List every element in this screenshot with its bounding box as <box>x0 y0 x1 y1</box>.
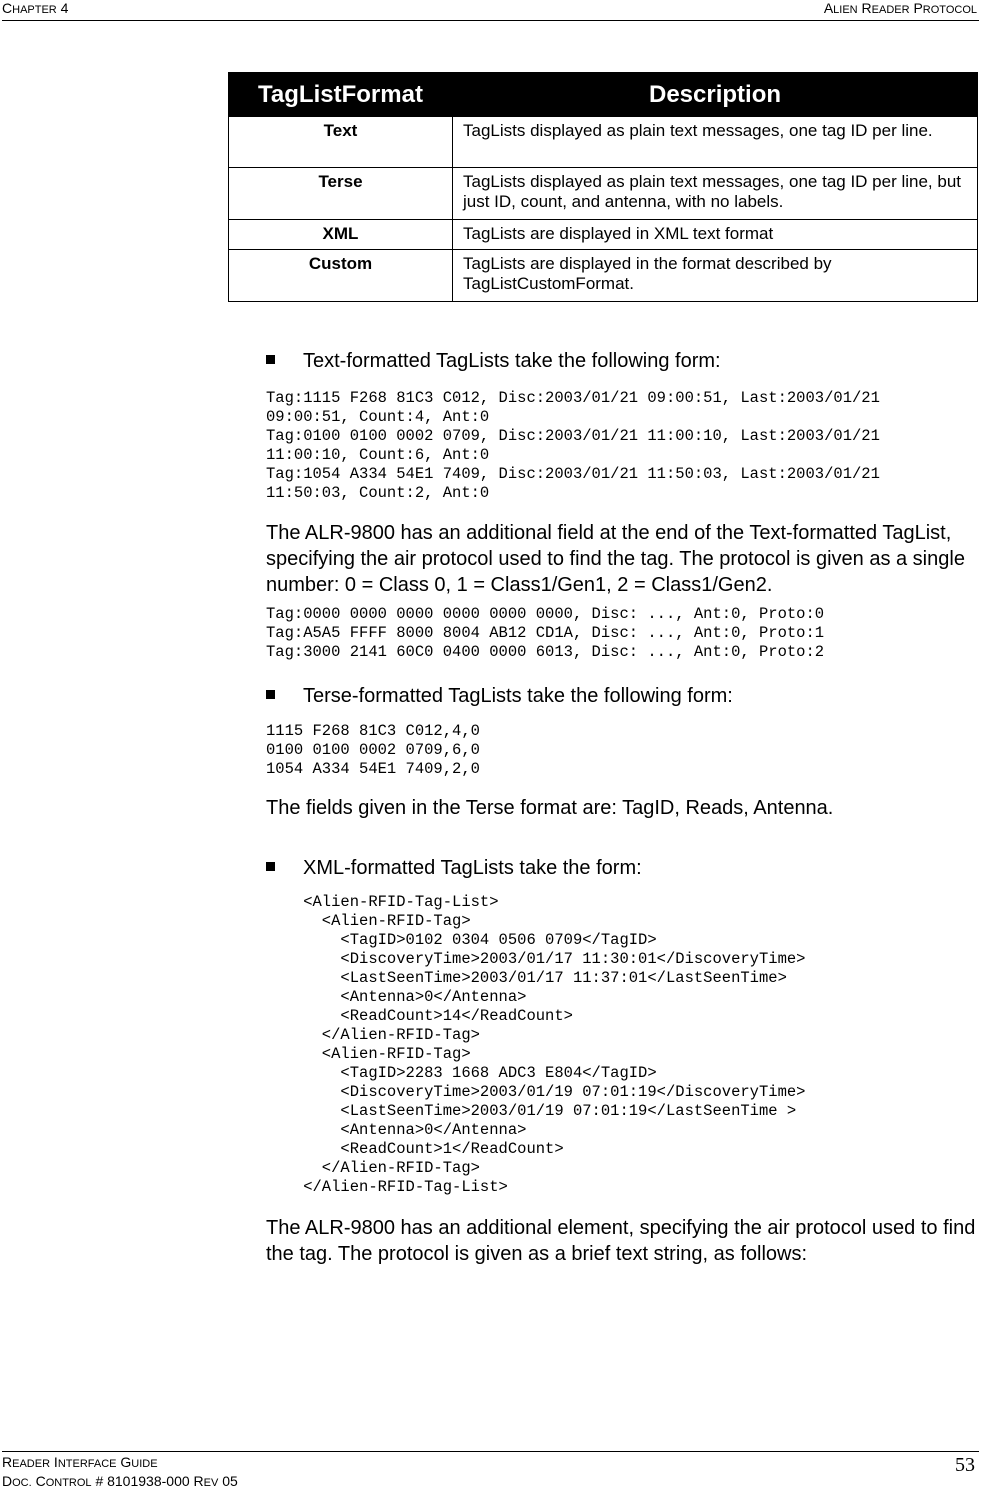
format-cell: Custom <box>229 250 453 302</box>
header-divider <box>2 20 979 21</box>
terse-format-bullet: Terse-formatted TagLists take the following form: <box>266 685 733 708</box>
table-header-row <box>229 73 978 117</box>
xml-format-bullet: XML-formatted TagLists take the form: <box>266 857 642 880</box>
text-format-bullet: Text-formatted TagLists take the following form: <box>266 350 721 373</box>
footer-guide-title: READER INTERFACE GUIDE <box>2 1454 158 1470</box>
format-cell: Text <box>229 117 453 168</box>
xml-protocol-paragraph: The ALR-9800 has an additional element, specifying the air protocol used to find the tag. The protocol is given as a brief text string, as follows: <box>266 1217 976 1265</box>
description-cell: TagLists are displayed in the format described by TagListCustomFormat. <box>453 250 978 302</box>
terse-fields-paragraph: The fields given in the Terse format are: TagID, Reads, Antenna. <box>266 797 834 819</box>
xml-format-example: <Alien-RFID-Tag-List> <Alien-RFID-Tag> <TagID>0102 0304 0506 0709</TagID> <DiscoveryTime>2003/01/17 11:30:01</DiscoveryTime> <LastSeenTime>2003/01/17 11:37:01</LastSeenTime> <Antenna>0</Antenna> <ReadCount>14</ReadCount> </Alien-RFID-Tag> <Alien-RFID-Tag> <TagID>2283 1668 ADC3 E804</TagID> <DiscoveryTime>2003/01/19 07:01:19</DiscoveryTime> <LastSeenTime>2003/01/19 07:01:19</LastSeenTime > <Antenna>0</Antenna> <ReadCount>1</ReadCount> </Alien-RFID-Tag> </Alien-RFID-Tag-List> <box>303 893 806 1196</box>
format-cell: Terse <box>229 168 453 220</box>
taglistformat-table <box>228 72 978 302</box>
bullet-square-icon <box>266 355 275 364</box>
running-header-chapter: CHAPTER 4 <box>2 0 69 16</box>
footer-doc-control: DOC. CONTROL # 8101938-000 REV 05 <box>2 1473 238 1489</box>
protocol-example: Tag:0000 0000 0000 0000 0000 0000, Disc: ..., Ant:0, Proto:0 Tag:A5A5 FFFF 8000 8004 AB12 CD1A, Disc: ..., Ant:0, Proto:1 Tag:3000 2141 60C0 0400 0000 6013, Disc: ..., Ant:0, Proto:2 <box>266 605 825 661</box>
table-row <box>229 168 978 220</box>
running-header-title: ALIEN READER PROTOCOL <box>823 0 977 16</box>
terse-format-example: 1115 F268 81C3 C012,4,0 0100 0100 0002 0709,6,0 1054 A334 54E1 7409,2,0 <box>266 722 480 778</box>
description-cell: TagLists displayed as plain text messages, one tag ID per line, but just ID, count, and antenna, with no labels. <box>453 168 978 220</box>
description-cell: TagLists displayed as plain text messages, one tag ID per line. <box>453 117 978 168</box>
text-format-protocol-paragraph: The ALR-9800 has an additional field at the end of the Text-formatted TagList, specifying the air protocol used to find the tag. The protocol is given as a single number: 0 = Class 0, 1 = Class1/Gen1, 2 = Class1/Gen2. <box>266 522 965 596</box>
table-row <box>229 220 978 250</box>
column-header-taglistformat: TagListFormat <box>229 73 453 117</box>
table-row <box>229 250 978 302</box>
description-cell: TagLists are displayed in XML text format <box>453 220 978 250</box>
text-format-example: Tag:1115 F268 81C3 C012, Disc:2003/01/21 09:00:51, Last:2003/01/21 09:00:51, Count:4, Ant:0 Tag:0100 0100 0002 0709, Disc:2003/01/21 11:00:10, Last:2003/01/21 11:00:10, Count:6, Ant:0 Tag:1054 A334 54E1 7409, Disc:2003/01/21 11:50:03, Last:2003/01/21 11:50:03, Count:2, Ant:0 <box>266 389 880 502</box>
column-header-description: Description <box>453 73 978 117</box>
page-number: 53 <box>955 1454 975 1476</box>
table-row <box>229 117 978 168</box>
bullet-square-icon <box>266 862 275 871</box>
bullet-square-icon <box>266 690 275 699</box>
format-cell: XML <box>229 220 453 250</box>
footer-divider <box>2 1451 979 1452</box>
